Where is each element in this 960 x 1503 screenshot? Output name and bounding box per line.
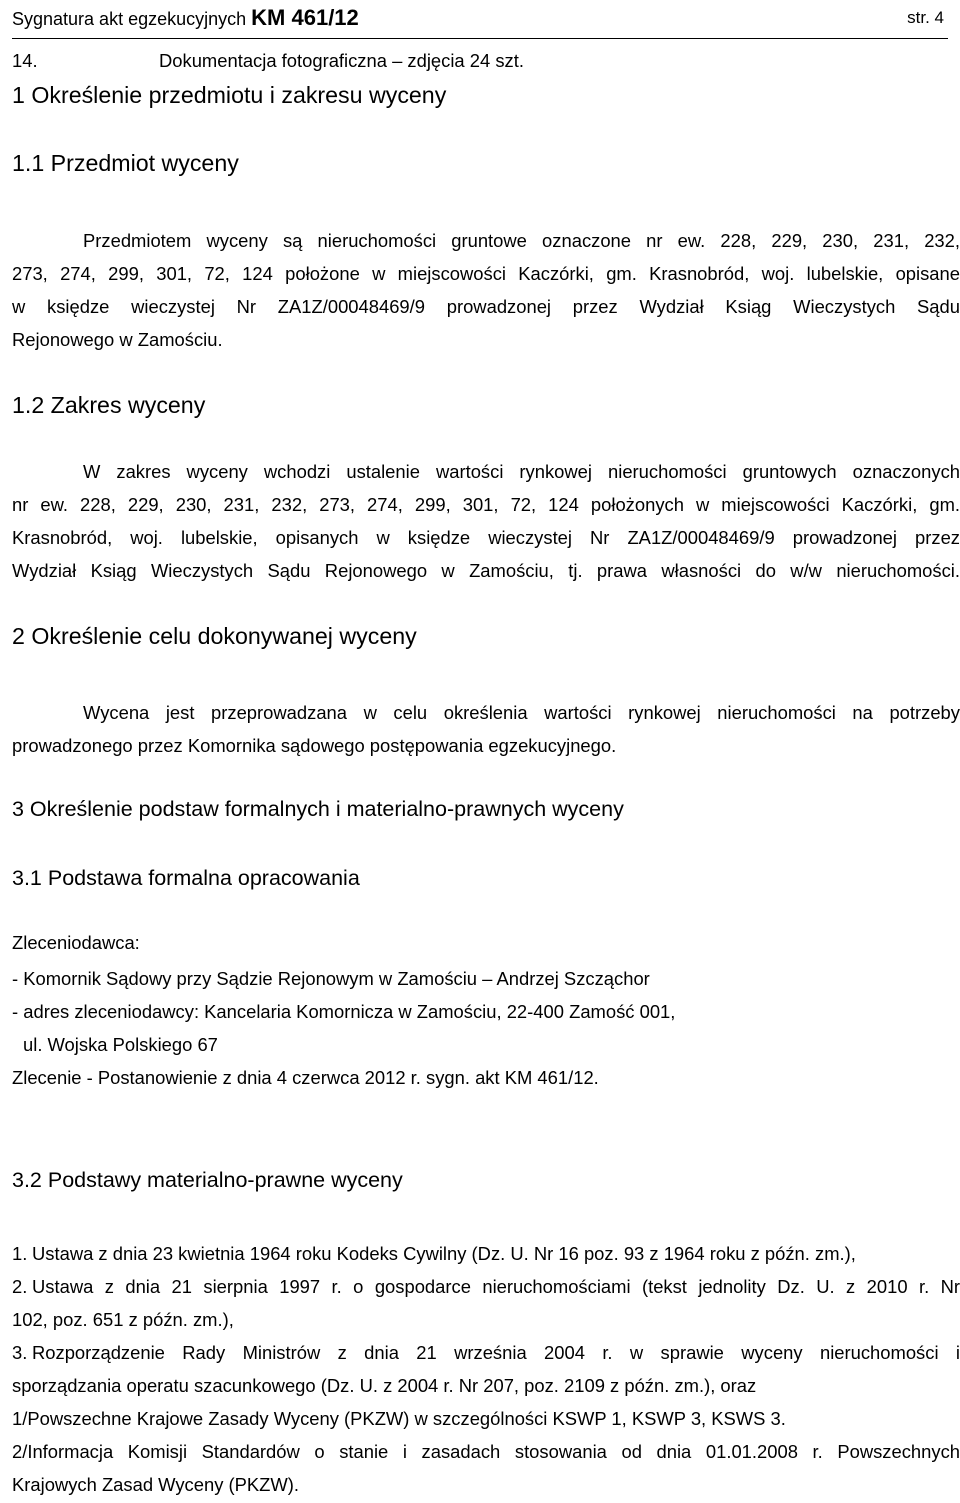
section-3-1-title: 3.1 Podstawa formalna opracowania <box>12 866 360 890</box>
section-3-title: 3 Określenie podstaw formalnych i materialno-prawnych wyceny <box>12 797 624 821</box>
legal-basis-item-continued: Krajowych Zasad Wyceny (PKZW). <box>12 1474 299 1495</box>
section-1-title: 1 Określenie przedmiotu i zakresu wyceny <box>12 82 447 108</box>
section-1-1-title: 1.1 Przedmiot wyceny <box>12 150 239 176</box>
section-1-2-paragraph <box>12 457 960 589</box>
legal-basis-item-continued: sporządzania operatu szacunkowego (Dz. U. z 2004 r. Nr 207, poz. 2109 z późn. zm.), oraz <box>12 1375 757 1396</box>
paragraph-line: W zakres wyceny wchodzi ustalenie wartości rynkowej nieruchomości gruntowych oznaczonych <box>83 461 960 482</box>
list-item-14 <box>12 50 524 72</box>
header-signature <box>12 5 359 31</box>
paragraph-line: 273, 274, 299, 301, 72, 124 położone w miejscowości Kaczórki, gm. Krasnobród, woj. lubelskie, opisane <box>12 263 960 284</box>
legal-basis-item: 3. Rozporządzenie Rady Ministrów z dnia 21 września 2004 r. w sprawie wyceny nieruchomości i <box>12 1342 960 1363</box>
legal-basis-item-continued: 102, poz. 651 z późn. zm.), <box>12 1309 234 1330</box>
list-item-number: 14. <box>12 50 38 71</box>
list-item-text: Dokumentacja fotograficzna – zdjęcia 24 szt. <box>159 50 524 71</box>
page-header <box>12 2 948 39</box>
client-line: Zlecenie - Postanowienie z dnia 4 czerwca 2012 r. sygn. akt KM 461/12. <box>12 1067 599 1088</box>
paragraph-line: Wycena jest przeprowadzana w celu określenia wartości rynkowej nieruchomości na potrzeby <box>83 702 960 723</box>
header-case-number: KM 461/12 <box>251 5 359 30</box>
page-number: str. 4 <box>907 8 944 27</box>
legal-basis-item: 1. Ustawa z dnia 23 kwietnia 1964 roku Kodeks Cywilny (Dz. U. Nr 16 poz. 93 z 1964 roku z późn. zm.), <box>12 1243 856 1264</box>
client-details <box>12 964 960 1096</box>
paragraph-line: Rejonowego w Zamościu. <box>12 329 223 350</box>
client-line: ul. Wojska Polskiego 67 <box>23 1034 218 1055</box>
section-1-2-title: 1.2 Zakres wyceny <box>12 392 206 418</box>
legal-basis-list <box>12 1239 960 1503</box>
legal-basis-item: 2. Ustawa z dnia 21 sierpnia 1997 r. o gospodarce nieruchomościami (tekst jednolity Dz. U. z 2010 r. Nr <box>12 1276 960 1297</box>
paragraph-line: Krasnobród, woj. lubelskie, opisanych w księdze wieczystej Nr ZA1Z/00048469/9 prowadzonej przez <box>12 527 960 548</box>
paragraph-line: Przedmiotem wyceny są nieruchomości gruntowe oznaczone nr ew. 228, 229, 230, 231, 232, <box>83 230 960 251</box>
legal-basis-item: 1/Powszechne Krajowe Zasady Wyceny (PKZW) w szczególności KSWP 1, KSWP 3, KSWS 3. <box>12 1408 786 1429</box>
paragraph-line: Wydział Ksiąg Wieczystych Sądu Rejonowego w Zamościu, tj. prawa własności do w/w nieruchomości. <box>12 560 960 581</box>
section-1-1-paragraph <box>12 226 960 358</box>
client-line: - adres zleceniodawcy: Kancelaria Komornicza w Zamościu, 22-400 Zamość 001, <box>12 1001 676 1022</box>
client-line: - Komornik Sądowy przy Sądzie Rejonowym w Zamościu – Andrzej Szcząchor <box>12 968 650 989</box>
section-2-title: 2 Określenie celu dokonywanej wyceny <box>12 623 417 649</box>
section-2-paragraph <box>12 698 960 764</box>
paragraph-line: prowadzonego przez Komornika sądowego postępowania egzekucyjnego. <box>12 735 617 756</box>
client-label: Zleceniodawca: <box>12 932 140 953</box>
paragraph-line: w księdze wieczystej Nr ZA1Z/00048469/9 prowadzonej przez Wydział Ksiąg Wieczystych Sądu <box>12 296 960 317</box>
legal-basis-item: 2/Informacja Komisji Standardów o stanie i zasadach stosowania od dnia 01.01.2008 r. Powszechnych <box>12 1441 960 1462</box>
section-3-2-title: 3.2 Podstawy materialno-prawne wyceny <box>12 1168 403 1192</box>
paragraph-line: nr ew. 228, 229, 230, 231, 232, 273, 274, 299, 301, 72, 124 położonych w miejscowości Kaczórki, gm. <box>12 494 960 515</box>
header-title-prefix: Sygnatura akt egzekucyjnych <box>12 9 247 29</box>
